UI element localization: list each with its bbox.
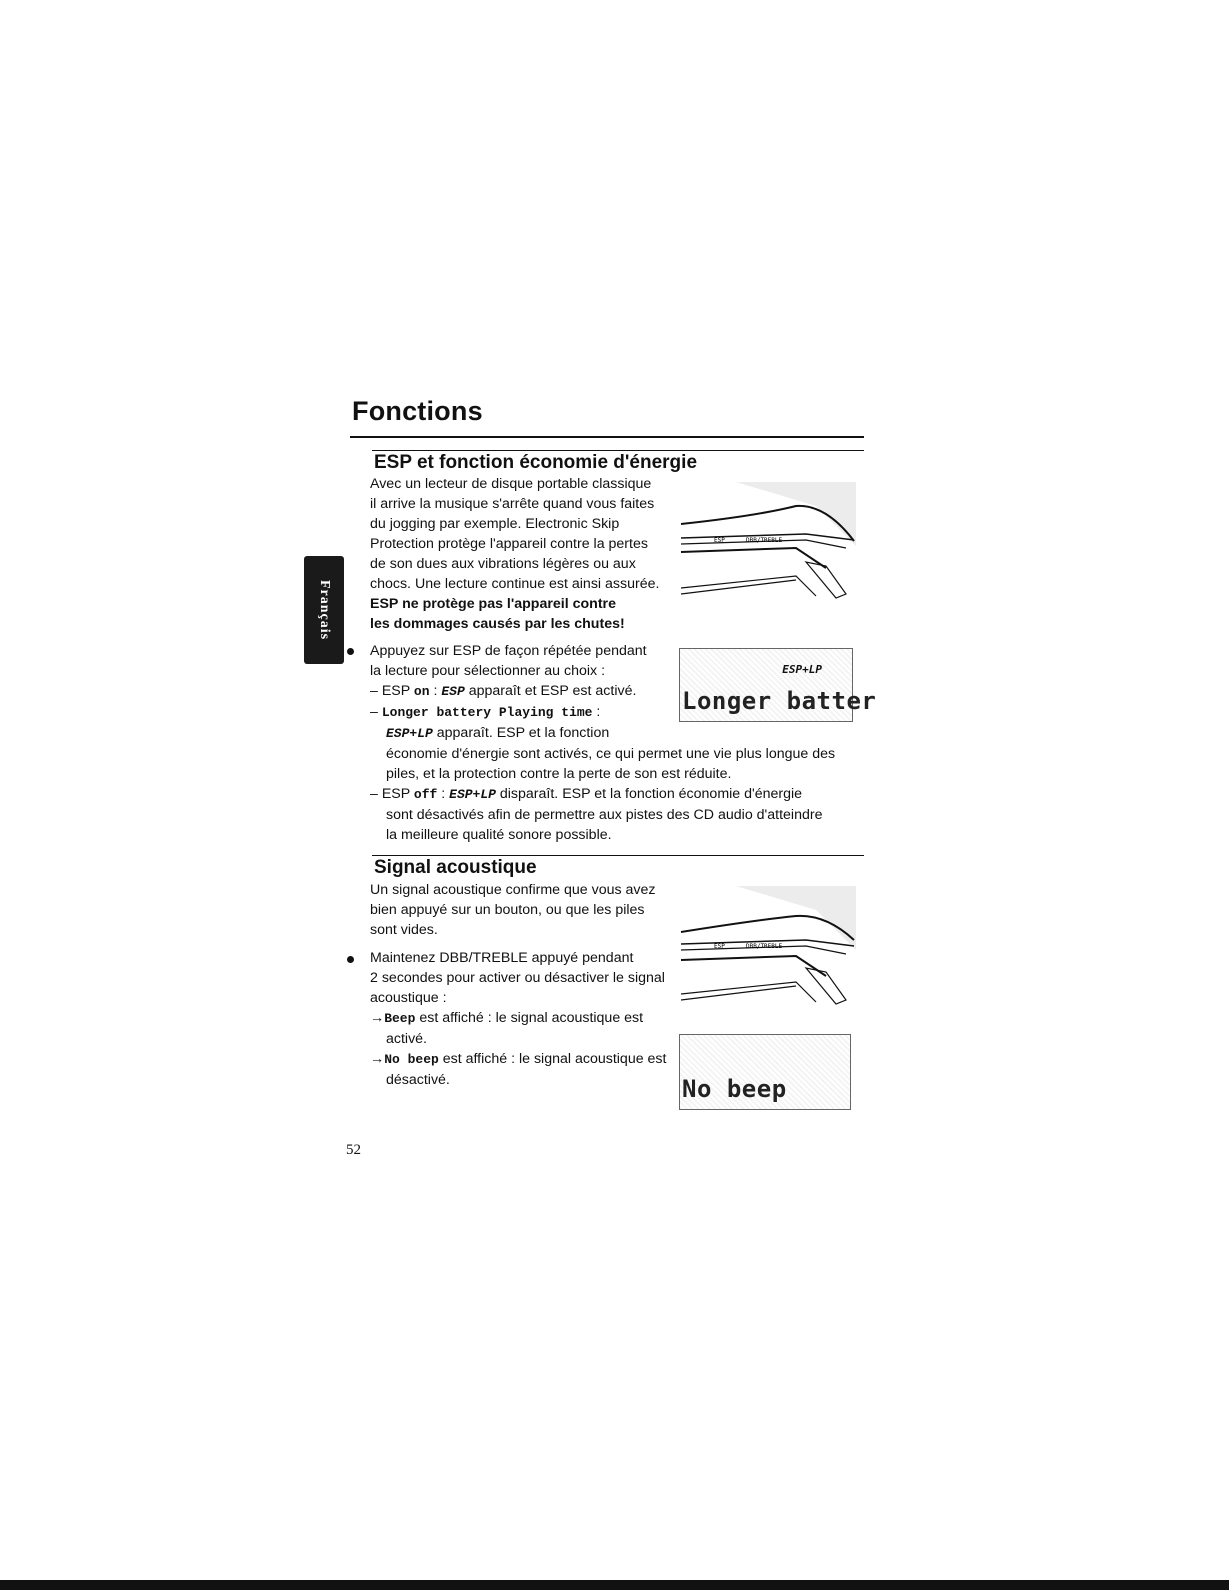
section2-title: Signal acoustique [374, 857, 537, 878]
page-number: 52 [346, 1142, 361, 1158]
device-label-esp: ESP [714, 537, 725, 544]
section2-intro [370, 880, 670, 940]
esp-lp-icon: ESP+LP [449, 787, 496, 802]
option-text: disparaît. ESP et la fonction économie d'énergie [495, 786, 803, 802]
bullet-dot [347, 956, 354, 963]
device-illustration-esp [676, 476, 856, 606]
result-beep [370, 1008, 670, 1029]
lcd-text: No beep [384, 1052, 439, 1067]
option-prefix: – ESP [370, 683, 414, 699]
intro-line: il arrive la musique s'arrête quand vous faites [370, 496, 655, 512]
result-text: est affiché : le signal acoustique est [415, 1010, 644, 1026]
arrow-icon: → [370, 1010, 385, 1026]
option-sep: : [592, 704, 601, 720]
title-rule [350, 436, 864, 438]
language-side-tab [304, 556, 344, 664]
result-no-beep [370, 1049, 670, 1070]
intro-line: sont vides. [370, 922, 438, 938]
bullet-dot [347, 648, 354, 655]
option-text: apparaît. ESP et la fonction [432, 725, 610, 741]
intro-line: de son dues aux vibrations légères ou aux [370, 556, 636, 572]
section2-instructions [370, 948, 670, 1090]
device-label-dbb: DBB/TREBLE [746, 943, 783, 950]
bullet-line: la lecture pour sélectionner au choix : [370, 663, 606, 679]
option-text-line: sont désactivés afin de permettre aux pistes des CD audio d'atteindre [386, 807, 823, 823]
warning-line: ESP ne protège pas l'appareil contre [370, 596, 616, 612]
intro-line: Un signal acoustique confirme que vous avez [370, 882, 656, 898]
bullet-line: acoustique : [370, 990, 447, 1006]
section1-intro [370, 474, 670, 634]
option-sep: : [437, 786, 450, 802]
section2-rule [372, 855, 864, 856]
intro-line: chocs. Une lecture continue est ainsi assurée. [370, 576, 660, 592]
intro-line: Protection protège l'appareil contre la pertes [370, 536, 648, 552]
display-main-text: Longer batter [682, 687, 877, 715]
section1-title: ESP et fonction économie d'énergie [374, 452, 698, 473]
display-indicator: ESP+LP [782, 663, 822, 676]
warning-line: les dommages causés par les chutes! [370, 616, 625, 632]
esp-icon: ESP [441, 684, 465, 699]
intro-line: bien appuyé sur un bouton, ou que les piles [370, 902, 645, 918]
lcd-text: off [413, 787, 438, 802]
page-title: Fonctions [352, 396, 483, 426]
result-text: est affiché : le signal acoustique est [438, 1051, 667, 1067]
device-label-dbb: DBB/TREBLE [746, 537, 783, 544]
esp-lp-icon: ESP+LP [386, 726, 433, 741]
result-text-line: activé. [386, 1031, 428, 1047]
lcd-text: Beep [384, 1011, 416, 1026]
bullet-line: 2 secondes pour activer ou désactiver le signal [370, 970, 665, 986]
option-sep: : [429, 683, 442, 699]
bullet-line: Maintenez DBB/TREBLE appuyé pendant [370, 950, 634, 966]
display-main-text: No beep [682, 1075, 787, 1103]
arrow-icon: → [370, 1051, 385, 1067]
option-prefix: – [370, 704, 382, 720]
result-text-line: désactivé. [386, 1072, 450, 1088]
device-illustration-dbb [676, 880, 856, 1010]
lcd-display-longer-battery [679, 648, 877, 722]
option-prefix: – ESP [370, 786, 414, 802]
bottom-bar [0, 1580, 1229, 1590]
option-longer-battery-cont [370, 723, 840, 744]
lcd-display-no-beep [679, 1034, 851, 1110]
option-text-line: économie d'énergie sont activés, ce qui permet une vie plus longue des [386, 746, 836, 762]
bullet-line: Appuyez sur ESP de façon répétée pendant [370, 643, 647, 659]
language-label: Français [317, 579, 333, 641]
lcd-text: Longer battery Playing time [381, 705, 593, 720]
intro-line: Avec un lecteur de disque portable classique [370, 476, 652, 492]
option-text-line: la meilleure qualité sonore possible. [386, 827, 612, 843]
lcd-text: on [413, 684, 430, 699]
option-esp-off [370, 784, 840, 805]
intro-line: du jogging par exemple. Electronic Skip [370, 516, 620, 532]
section1-rule [372, 450, 864, 451]
option-text-line: piles, et la protection contre la perte de son est réduite. [386, 766, 732, 782]
device-label-esp: ESP [714, 943, 725, 950]
option-text: apparaît et ESP est activé. [464, 683, 637, 699]
